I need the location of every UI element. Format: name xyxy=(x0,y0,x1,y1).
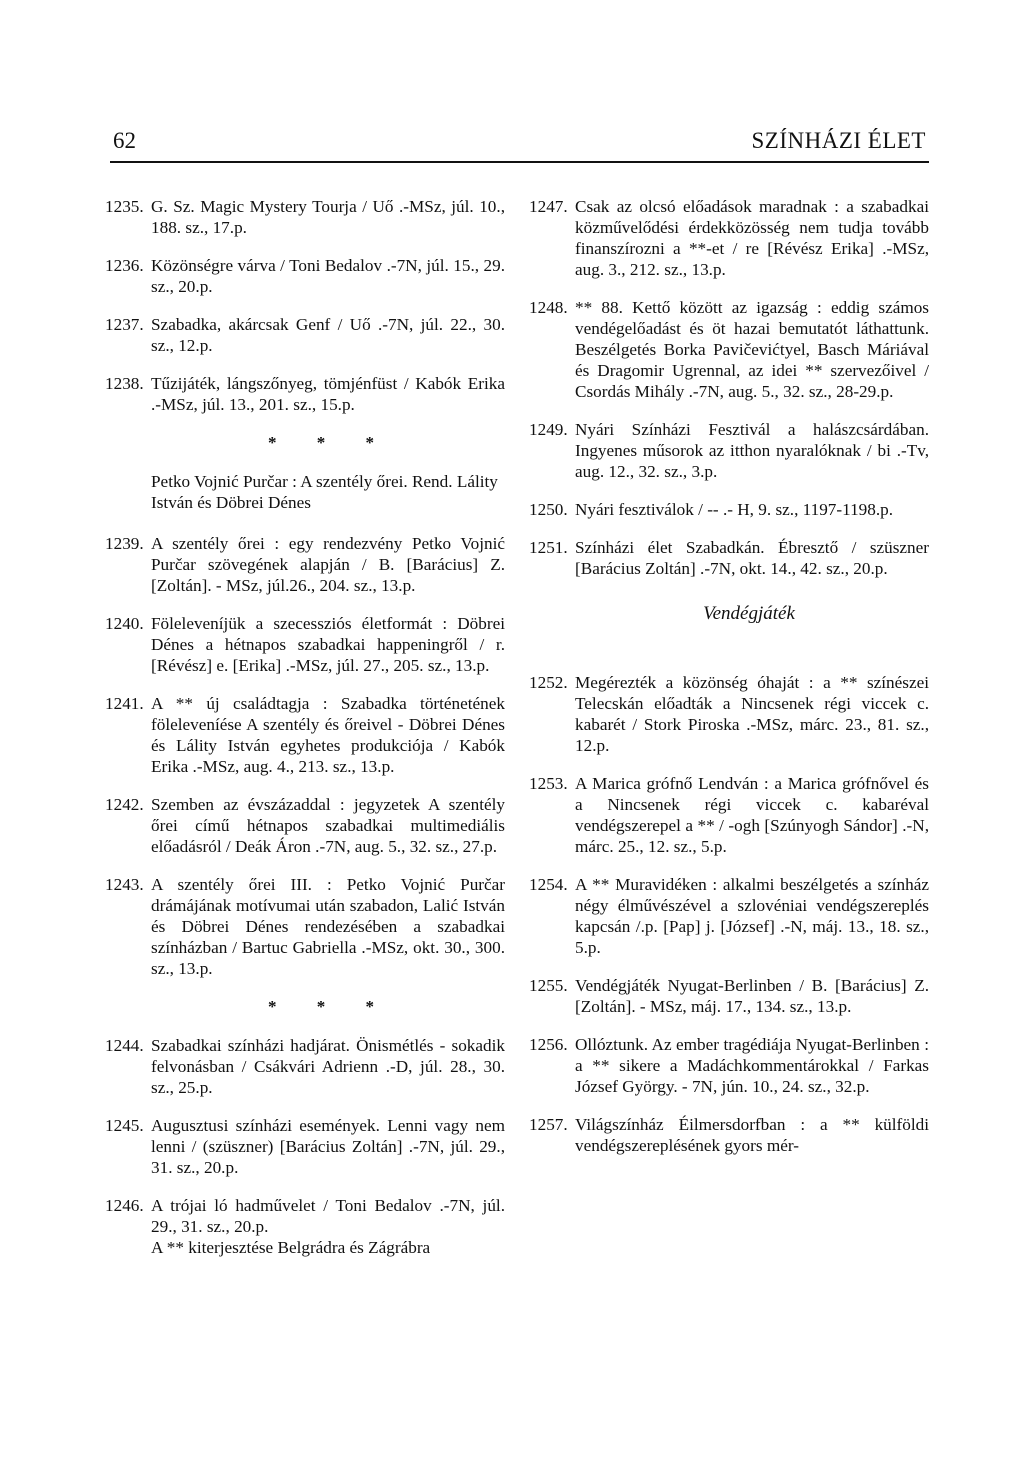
entry-number: 1243. xyxy=(105,875,144,894)
right-entries-a xyxy=(529,196,929,579)
entry-text: A ** új családtagja : Szabadka történetének föleleveníése A szentély és őreivel - Döbrei Dénes és Lálity István egyhetes produkciója / Kabók Erika .-MSz, aug. 4., 213. sz., 13.p. xyxy=(151,694,505,776)
entry-text: Világszínház Éilmersdorfban : a ** külföldi vendégszereplésének gyors mér- xyxy=(575,1115,929,1155)
bibliography-entry xyxy=(529,196,929,280)
entry-text: Nyári Színházi Fesztivál a halászcsárdában. Ingyenes műsorok az itthon nyaralóknak / bi .-Tv, aug. 12., 32. sz., 3.p. xyxy=(575,420,929,481)
entry-number: 1254. xyxy=(529,875,568,894)
production-credit: Petko Vojnić Purčar : A szentély őrei. Rend. Lálity István és Döbrei Dénes xyxy=(151,472,498,512)
bibliography-entry xyxy=(529,1034,929,1097)
left-column xyxy=(105,196,505,1275)
entry-text: G. Sz. Magic Mystery Tourja / Uő .-MSz, júl. 10., 188. sz., 17.p. xyxy=(151,197,505,237)
bibliography-entry xyxy=(105,1115,505,1178)
entry-number: 1253. xyxy=(529,774,568,793)
entry-text: Augusztusi színházi események. Lenni vagy nem lenni / (szüszner) [Barácius Zoltán] .-7N, júl. 29., 31. sz., 20.p. xyxy=(151,1116,505,1177)
entry-number: 1248. xyxy=(529,298,568,317)
right-entries-b xyxy=(529,672,929,1156)
entry-text: Csak az olcsó előadások maradnak : a szabadkai közművelődési érdekközösség nem tudja tovább finanszírozni a **-et / re [Révész Erika] .-MSz, aug. 3., 212. sz., 13.p. xyxy=(575,197,929,279)
entry-number: 1247. xyxy=(529,197,568,216)
bibliography-entry xyxy=(105,1195,505,1237)
page-number: 62 xyxy=(113,128,136,153)
right-column xyxy=(529,196,929,1173)
bibliography-entry xyxy=(529,419,929,482)
entry-text: A Marica grófnő Lendván : a Marica grófnővel és a Nincsenek régi viccek c. kabaréval vendégszerepel a ** / -ogh [Szúnyogh Sándor] .-N, márc. 25., 12. sz., 5.p. xyxy=(575,774,929,856)
entry-text: Nyári fesztiválok / -- .- H, 9. sz., 1197-1198.p. xyxy=(575,500,894,519)
header-rule xyxy=(110,161,929,163)
entry-text: A szentély őrei : egy rendezvény Petko Vojnić Purčar szövegének alapján / B. [Barácius] Z. [Zoltán]. - MSz, júl.26., 204. sz., 13.p. xyxy=(151,534,505,595)
entry-number: 1238. xyxy=(105,374,144,393)
entry-number: 1251. xyxy=(529,538,568,557)
running-title: SZÍNHÁZI ÉLET xyxy=(751,128,926,153)
bibliography-entry xyxy=(105,373,505,415)
bibliography-entry xyxy=(529,975,929,1017)
left-entries-c xyxy=(105,1035,505,1237)
entry-text: Ollóztunk. Az ember tragédiája Nyugat-Berlinben : a ** sikere a Madáchkommentárokkal / Farkas József György. - 7N, jún. 10., 24. sz., 32.p. xyxy=(575,1035,929,1096)
entry-number: 1237. xyxy=(105,315,144,334)
entry-number: 1246. xyxy=(105,1196,144,1215)
entry-text: Szabadka, akárcsak Genf / Uő .-7N, júl. 22., 30. sz., 12.p. xyxy=(151,315,505,355)
entry-text: Megérezték a közönség óhaját : a ** színészei Telecskán előadták a Nincsenek régi viccek c. kabarét / Stork Piroska .-MSz, márc. 23., 81. sz., 12.p. xyxy=(575,673,929,755)
bibliography-entry xyxy=(105,255,505,297)
bibliography-entry xyxy=(105,196,505,238)
bibliography-entry xyxy=(105,613,505,676)
entry-number: 1250. xyxy=(529,500,568,519)
entry-text: A ** Muravidéken : alkalmi beszélgetés a színház négy élművészével a szlovéniai vendégszereplés kapcsán /.p. [Pap] j. [József] .-N, máj. 13., 18. sz., 5.p. xyxy=(575,875,929,957)
entry-continuation: A ** kiterjesztése Belgrádra és Zágrábra xyxy=(151,1238,431,1257)
bibliography-entry xyxy=(105,533,505,596)
entry-text: Szabadkai színházi hadjárat. Önismétlés - sokadik felvonásban / Csákvári Adrienn .-D, júl. 28., 30. sz., 25.p. xyxy=(151,1036,505,1097)
entry-number: 1257. xyxy=(529,1115,568,1134)
separator-stars: * * * xyxy=(268,433,392,452)
entry-number: 1235. xyxy=(105,197,144,216)
bibliography-entry xyxy=(529,773,929,857)
bibliography-entry xyxy=(105,794,505,857)
entry-number: 1244. xyxy=(105,1036,144,1055)
entry-number: 1255. xyxy=(529,976,568,995)
entry-text: A szentély őrei III. : Petko Vojnić Purčar drámájának motívumai után szabadon, Lalić István és Döbrei Dénes rendezésében a szabadkai színházban / Bartuc Gabriella .-MSz, okt. 30., 300. sz., 13.p. xyxy=(151,875,505,978)
bibliography-entry xyxy=(529,297,929,402)
bibliography-entry xyxy=(529,874,929,958)
entry-text: Tűzijáték, lángszőnyeg, tömjénfüst / Kabók Erika .-MSz, júl. 13., 201. sz., 15.p. xyxy=(151,374,505,414)
bibliography-entry xyxy=(105,314,505,356)
entry-number: 1241. xyxy=(105,694,144,713)
bibliography-entry xyxy=(529,672,929,756)
bibliography-entry xyxy=(529,1114,929,1156)
entry-number: 1239. xyxy=(105,534,144,553)
left-entries-a xyxy=(105,196,505,415)
bibliography-entry xyxy=(529,499,929,520)
entry-number: 1249. xyxy=(529,420,568,439)
bibliography-entry xyxy=(529,537,929,579)
entry-number: 1240. xyxy=(105,614,144,633)
bibliography-entry xyxy=(105,874,505,979)
separator-stars: * * * xyxy=(268,997,392,1016)
bibliography-entry xyxy=(105,693,505,777)
entry-text: Vendégjáték Nyugat-Berlinben / B. [Barácius] Z. [Zoltán]. - MSz, máj. 17., 134. sz., 13.p. xyxy=(575,976,929,1016)
entry-number: 1236. xyxy=(105,256,144,275)
entry-number: 1256. xyxy=(529,1035,568,1054)
entry-text: A trójai ló hadművelet / Toni Bedalov .-7N, júl. 29., 31. sz., 20.p. xyxy=(151,1196,505,1236)
entry-text: ** 88. Kettő között az igazság : eddig számos vendégelőadást és öt hazai bemutatót láthattunk. Beszélgetés Borka Pavičevićtyel, Basch Máriával és Dragomir Ugrennal, az idei ** szervezőivel / Csordás Mihály .-7N, aug. 5., 32. sz., 28-29.p. xyxy=(575,298,929,401)
entry-text: Föleleveníjük a szecessziós életformát : Döbrei Dénes a hétnapos szabadkai happeningről / r. [Révész] e. [Erika] .-MSz, júl. 27., 205. sz., 13.p. xyxy=(151,614,505,675)
entry-text: Szemben az évszázaddal : jegyzetek A szentély őrei című hétnapos szabadkai multimediális előadásról / Deák Áron .-7N, aug. 5., 32. sz., 27.p. xyxy=(151,795,505,856)
entry-number: 1245. xyxy=(105,1116,144,1135)
entry-number: 1242. xyxy=(105,795,144,814)
entry-number: 1252. xyxy=(529,673,568,692)
entry-text: Közönségre várva / Toni Bedalov .-7N, júl. 15., 29. sz., 20.p. xyxy=(151,256,505,296)
entry-text: Színházi élet Szabadkán. Ébresztő / szüszner [Barácius Zoltán] .-7N, okt. 14., 42. sz., 20.p. xyxy=(575,538,929,578)
bibliography-entry xyxy=(105,1035,505,1098)
left-entries-b xyxy=(105,533,505,979)
section-heading: Vendégjáték xyxy=(703,603,795,624)
